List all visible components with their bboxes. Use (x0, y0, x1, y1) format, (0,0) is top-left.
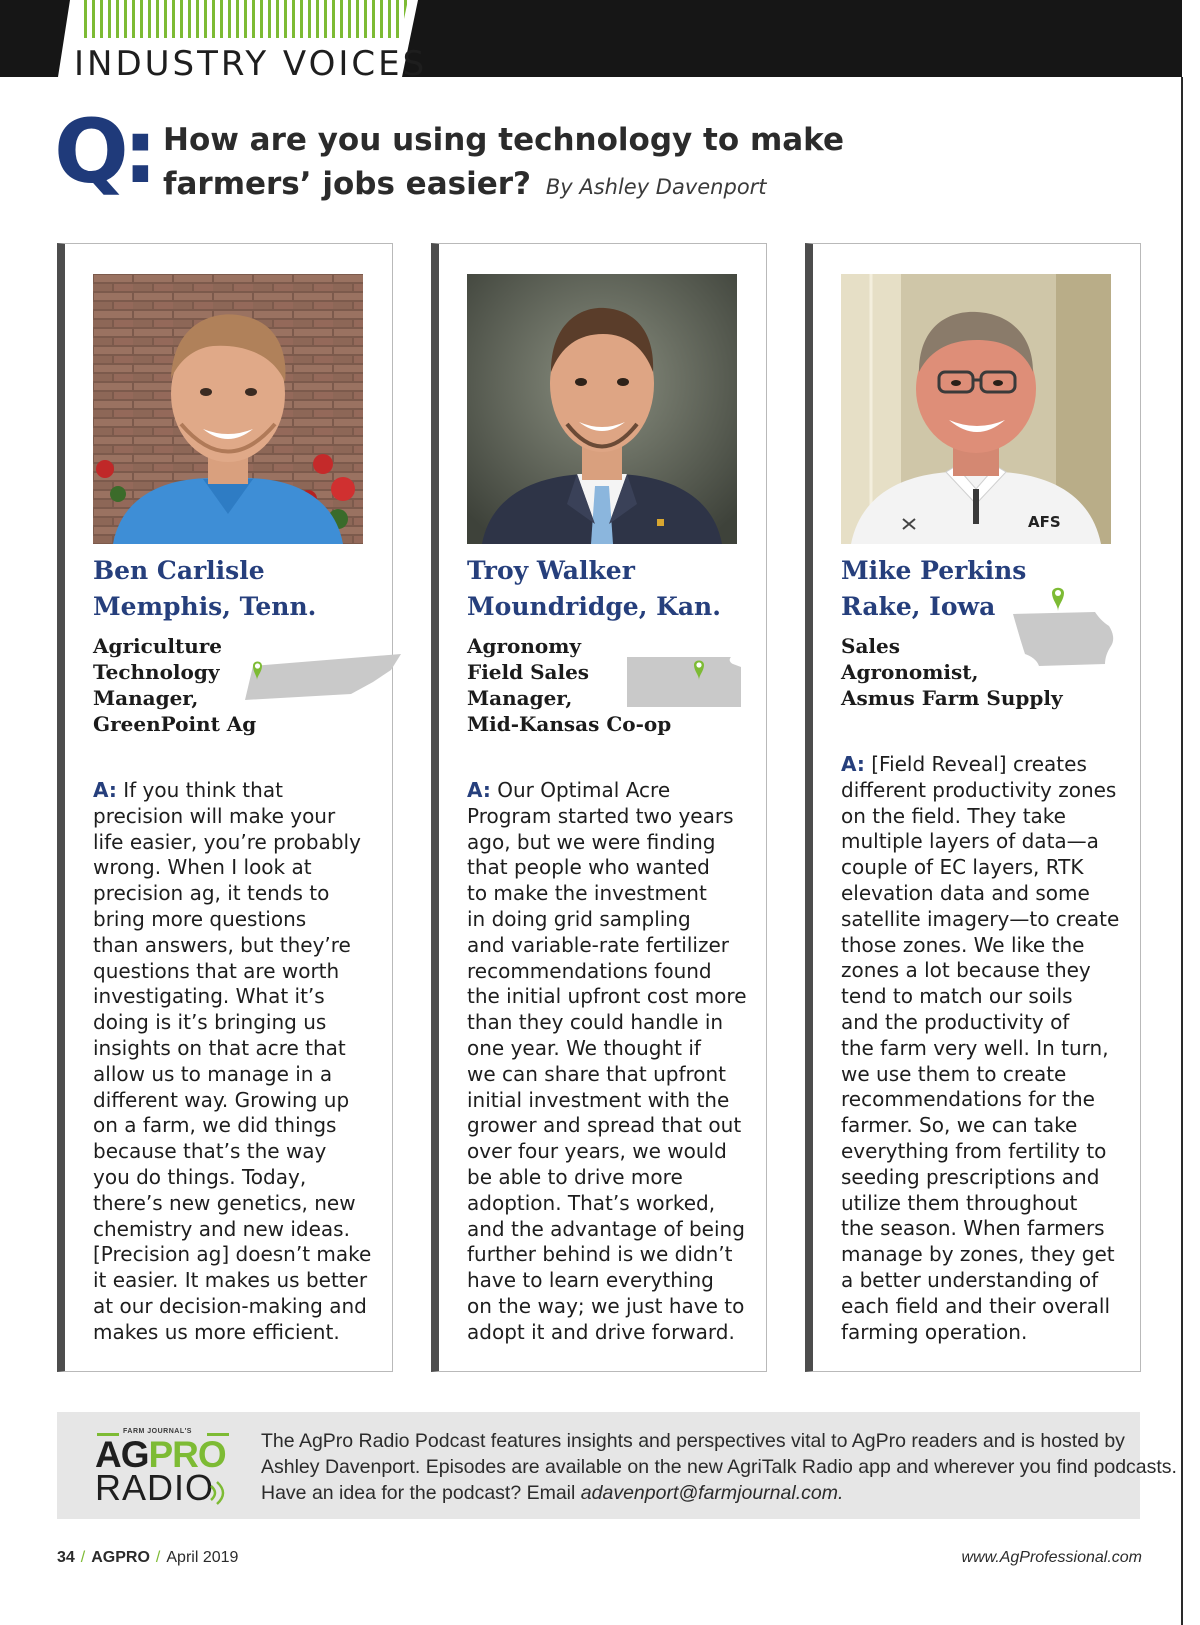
portrait-photo (467, 274, 737, 544)
answer-line: insights on that acre that (93, 1035, 346, 1060)
answer-line: satellite imagery—to create (841, 906, 1120, 931)
job-title-line: Mid-Kansas Co-op (467, 712, 672, 736)
answer-line: on a farm, we did things (93, 1113, 337, 1138)
question-heading (163, 118, 923, 209)
job-title-line: Sales (841, 634, 900, 658)
answer-line: seeding prescriptions and (841, 1164, 1100, 1189)
job-title-line: Agronomist, (841, 660, 979, 684)
answer-line: precision will make your (93, 803, 336, 828)
answer-line (93, 778, 393, 804)
answer-line: than answers, but they’re (93, 932, 351, 957)
shirt-logo-text: AFS (1028, 513, 1061, 531)
radio-waves-icon (207, 1480, 229, 1506)
answer-line: everything from fertility to (841, 1138, 1107, 1163)
podcast-line: The AgPro Radio Podcast features insights and perspectives vital to AgPro readers and is hosted by (261, 1430, 1125, 1452)
folio-divider: / (80, 1549, 86, 1566)
answer-line: each field and their overall (841, 1293, 1111, 1318)
answer-line: and the advantage of being (467, 1216, 745, 1241)
answer-line: chemistry and new ideas. (93, 1216, 350, 1241)
job-title-line: Manager, (467, 686, 573, 710)
byline: By Ashley Davenport (545, 175, 767, 199)
answer-line: manage by zones, they get (841, 1242, 1115, 1267)
question-line-2 (163, 162, 923, 209)
job-title-line: Agronomy (467, 634, 582, 658)
answer-line: [Precision ag] doesn’t make (93, 1242, 372, 1267)
person-name: Troy Walker (467, 556, 635, 585)
answer-line: adopt it and drive forward. (467, 1319, 735, 1344)
answer-line: recommendations found (467, 958, 712, 983)
answer-line: life easier, you’re probably (93, 829, 361, 854)
answer-line: adoption. That’s worked, (467, 1190, 716, 1215)
answer-line-text: Our Optimal Acre (497, 778, 671, 802)
portrait-photo (93, 274, 363, 544)
job-title-line: Field Sales (467, 660, 590, 684)
answer-line: on the way; we just have to (467, 1293, 745, 1318)
profile-column-3 (805, 243, 1141, 1372)
answer-line: the initial upfront cost more (467, 984, 747, 1009)
answer-line: different way. Growing up (93, 1087, 350, 1112)
job-title-line: Agriculture (93, 634, 222, 658)
iowa-map-icon (1009, 584, 1119, 679)
answer-line: in doing grid sampling (467, 906, 691, 931)
answer-line: there’s new genetics, new (93, 1190, 356, 1215)
answer-line: we use them to create (841, 1061, 1067, 1086)
answer-label: A: (93, 778, 117, 802)
answer-label: A: (467, 778, 491, 802)
answer-line: the farm very well. In turn, (841, 1035, 1109, 1060)
answer-line: bring more questions (93, 906, 307, 931)
answer-text (841, 752, 1141, 1345)
page-number: 34 (57, 1549, 75, 1566)
job-title-line: GreenPoint Ag (93, 712, 257, 736)
answer-line: investigating. What it’s (93, 984, 325, 1009)
answer-line: further behind is we didn’t (467, 1242, 733, 1267)
answer-line: multiple layers of data—a (841, 829, 1099, 854)
answer-line: zones a lot because they (841, 958, 1091, 983)
logo-ag-text: AG (95, 1434, 149, 1475)
page-edge-rule (1181, 77, 1183, 1625)
answer-line: the season. When farmers (841, 1216, 1105, 1241)
answer-line: to make the investment (467, 881, 707, 906)
answer-line: those zones. We like the (841, 932, 1085, 957)
answer-line: one year. We thought if (467, 1035, 701, 1060)
question-line-1: How are you using technology to make (163, 122, 844, 158)
website-link[interactable]: www.AgProfessional.com (961, 1549, 1142, 1566)
answer-line: grower and spread that out (467, 1113, 742, 1138)
answer-line (467, 778, 767, 804)
answer-line (841, 752, 1141, 778)
answer-line: doing is it’s bringing us (93, 1010, 327, 1035)
answer-line: have to learn everything (467, 1268, 714, 1293)
answer-text (93, 778, 393, 1346)
podcast-description (261, 1428, 1177, 1506)
answer-line: you do things. Today, (93, 1164, 307, 1189)
answer-line: at our decision-making and (93, 1293, 367, 1318)
answer-line: wrong. When I look at (93, 855, 312, 880)
person-location: Moundridge, Kan. (467, 592, 721, 621)
agpro-radio-logo (95, 1428, 235, 1508)
answer-line: different productivity zones (841, 777, 1117, 802)
answer-line: makes us more efficient. (93, 1319, 340, 1344)
kansas-map-icon (625, 653, 747, 711)
answer-line: elevation data and some (841, 880, 1090, 905)
answer-line-text: [Field Reveal] creates (871, 752, 1087, 776)
podcast-line-text: Have an idea for the podcast? Email (261, 1482, 576, 1504)
podcast-line (261, 1480, 1131, 1506)
question-marker: Q: (54, 100, 152, 203)
answer-line: we can share that upfront (467, 1061, 727, 1086)
answer-line: and variable-rate fertilizer (467, 932, 729, 957)
person-location: Rake, Iowa (841, 592, 996, 621)
answer-line: over four years, we would (467, 1139, 727, 1164)
question-line-2-text: farmers’ jobs easier? (163, 166, 532, 202)
answer-text (467, 778, 767, 1346)
answer-line: couple of EC layers, RTK (841, 855, 1084, 880)
job-title-line: Manager, (93, 686, 199, 710)
job-title (93, 633, 256, 737)
answer-line: allow us to manage in a (93, 1061, 333, 1086)
person-location: Memphis, Tenn. (93, 592, 317, 621)
answer-line: that people who wanted (467, 855, 710, 880)
person-name: Mike Perkins (841, 556, 1027, 585)
answer-line: because that’s the way (93, 1139, 327, 1164)
answer-line: questions that are worth (93, 958, 340, 983)
answer-line: utilize them throughout (841, 1190, 1078, 1215)
issue-date: April 2019 (166, 1549, 239, 1566)
answer-line: it easier. It makes us better (93, 1268, 368, 1293)
answer-line: farmer. So, we can take (841, 1113, 1078, 1138)
answer-line: precision ag, it tends to (93, 881, 330, 906)
podcast-promo-box (57, 1412, 1177, 1519)
logo-kicker: FARM JOURNAL'S (123, 1428, 192, 1435)
answer-line: initial investment with the (467, 1087, 730, 1112)
folio-divider: / (155, 1549, 161, 1566)
podcast-line: Ashley Davenport. Episodes are available on the new AgriTalk Radio app and wherever you find podcasts. (261, 1456, 1177, 1478)
answer-line: recommendations for the (841, 1087, 1095, 1112)
answer-line: Program started two years (467, 803, 734, 828)
podcast-email-link[interactable]: adavenport@farmjournal.com. (580, 1482, 844, 1504)
decorative-stripes (84, 0, 408, 38)
section-title: INDUSTRY VOICES (74, 44, 428, 84)
answer-line: on the field. They take (841, 803, 1066, 828)
answer-line: ago, but we were finding (467, 829, 716, 854)
magazine-name: AGPRO (91, 1549, 150, 1566)
profile-column-2 (431, 243, 767, 1372)
answer-label: A: (841, 752, 865, 776)
portrait-photo (841, 274, 1111, 544)
answer-line: farming operation. (841, 1319, 1028, 1344)
logo-radio-text: RADIO (95, 1467, 215, 1508)
job-title-line: Asmus Farm Supply (841, 686, 1063, 710)
answer-line-text: If you think that (123, 778, 283, 802)
tennessee-map-icon (241, 650, 403, 710)
logo-pro-text: PRO (148, 1434, 226, 1475)
answer-line: and the productivity of (841, 1009, 1070, 1034)
page-folio (57, 1549, 238, 1567)
person-name: Ben Carlisle (93, 556, 265, 585)
answer-line: tend to match our soils (841, 984, 1073, 1009)
answer-line: be able to drive more (467, 1164, 683, 1189)
answer-line: than they could handle in (467, 1010, 724, 1035)
profile-column-1 (57, 243, 393, 1372)
job-title-line: Technology (93, 660, 220, 684)
answer-line: a better understanding of (841, 1267, 1099, 1292)
